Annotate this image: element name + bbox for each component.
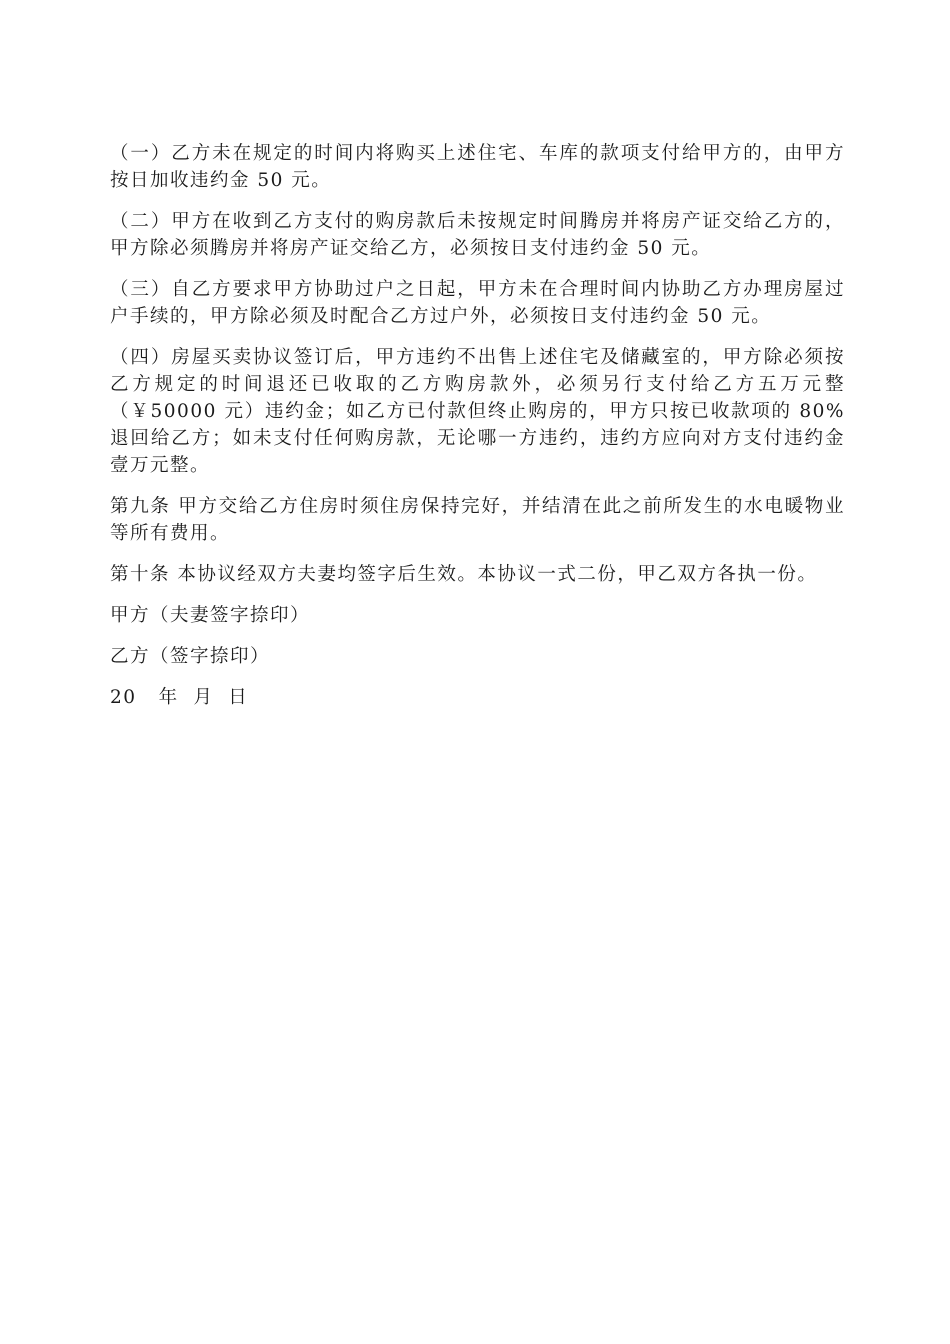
party-a-signature: 甲方（夫妻签字捺印） — [110, 605, 311, 626]
clause-penalty-1: （一）乙方未在规定的时间内将购买上述住宅、车库的款项支付给甲方的，由甲方按日加收违约金 50 元。 — [110, 143, 845, 191]
clause-penalty-3: （三）自乙方要求甲方协助过户之日起，甲方未在合理时间内协助乙方办理房屋过户手续的，甲方除必须及时配合乙方过户外，必须按日支付违约金 50 元。 — [110, 279, 845, 327]
clause-penalty-2: （二）甲方在收到乙方支付的购房款后未按规定时间腾房并将房产证交给乙方的，甲方除必须腾房并将房产证交给乙方，必须按日支付违约金 50 元。 — [110, 211, 845, 259]
clause-penalty-4: （四）房屋买卖协议签订后，甲方违约不出售上述住宅及储藏室的，甲方除必须按乙方规定的时间退还已收取的乙方购房款外，必须另行支付给乙方五万元整（￥50000 元）违约金；如乙方已付款但终止购房的，甲方只按已收款项的 80%退回给乙方；如未支付任何购房款，无论哪一方违约，违约方应向对方支付违约金壹万元整。 — [110, 347, 845, 476]
document-body — [110, 140, 845, 711]
date-line: 20 年 月 日 — [110, 687, 249, 708]
article-nine: 第九条 甲方交给乙方住房时须住房保持完好，并结清在此之前所发生的水电暖物业等所有费用。 — [110, 496, 845, 544]
article-ten: 第十条 本协议经双方夫妻均签字后生效。本协议一式二份，甲乙双方各执一份。 — [110, 564, 818, 585]
party-b-signature: 乙方（签字捺印） — [110, 646, 271, 667]
